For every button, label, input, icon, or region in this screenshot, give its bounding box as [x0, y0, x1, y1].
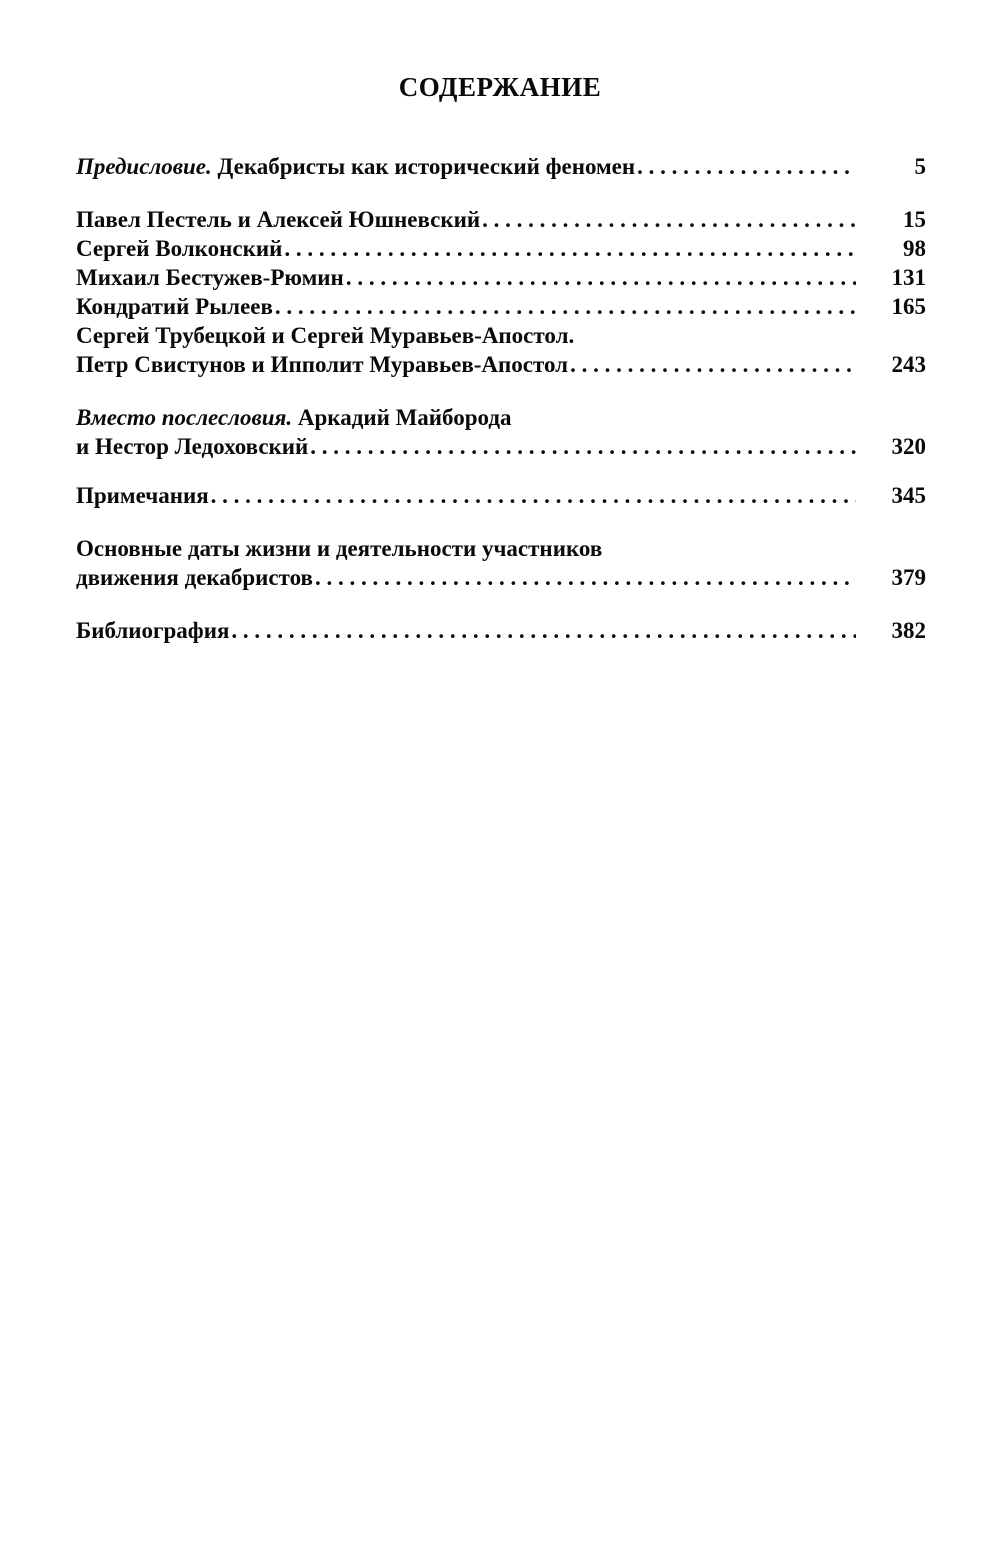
- entry-page-number: 243: [891, 352, 926, 377]
- entry-title: Павел Пестель и Алексей Юшневский: [76, 207, 481, 232]
- entry-page-number: 98: [903, 236, 926, 261]
- dot-leader: [211, 481, 856, 510]
- entry-page-number: 379: [891, 565, 926, 590]
- toc-entry-volkonsky: [76, 234, 926, 263]
- entry-title: Михаил Бестужев-Рюмин: [76, 265, 344, 290]
- entry-page-number: 382: [891, 618, 926, 643]
- toc-entry-notes: [76, 481, 926, 510]
- toc-entry-bibliography: [76, 616, 926, 645]
- toc-entry-pestel: [76, 205, 926, 234]
- dot-leader: [310, 432, 856, 461]
- entry-title: Примечания: [76, 483, 209, 508]
- entry-page-number: 131: [891, 265, 926, 290]
- entry-title-first-line: Сергей Трубецкой и Сергей Муравьев-Апостол.: [76, 323, 575, 348]
- entry-title: Кондратий Рылеев: [76, 294, 273, 319]
- dot-leader: [315, 563, 856, 592]
- entry-page-number: 15: [903, 207, 926, 232]
- toc-entry-dates: [76, 534, 926, 592]
- entry-title: Петр Свистунов и Ипполит Муравьев-Апостол: [76, 352, 569, 377]
- entry-title-first-line: Аркадий Майборода: [297, 405, 512, 430]
- dot-leader: [275, 292, 856, 321]
- toc-entry-preface: [76, 152, 926, 181]
- entry-page-number: 165: [891, 294, 926, 319]
- toc-entry-afterword: [76, 403, 926, 461]
- toc-entry-trubetskoy: [76, 321, 926, 379]
- dot-leader: [284, 234, 856, 263]
- dot-leader: [570, 350, 856, 379]
- dot-leader: [231, 616, 856, 645]
- entry-page-number: 320: [891, 434, 926, 459]
- entry-title: и Нестор Ледоховский: [76, 434, 309, 459]
- toc-entry-ryleev: [76, 292, 926, 321]
- dot-leader: [482, 205, 856, 234]
- entry-page-number: 345: [891, 483, 926, 508]
- entry-page-number: 5: [914, 154, 926, 179]
- entry-title: движения декабристов: [76, 565, 313, 590]
- table-of-contents: [76, 152, 926, 645]
- entry-title: Сергей Волконский: [76, 236, 283, 261]
- entry-title: Библиография: [76, 618, 230, 643]
- dot-leader: [637, 152, 856, 181]
- page-title: СОДЕРЖАНИЕ: [398, 72, 602, 102]
- dot-leader: [346, 263, 856, 292]
- entry-italic-prefix: Вместо послесловия.: [76, 405, 293, 430]
- entry-title: Декабристы как исторический феномен: [217, 154, 636, 179]
- entry-italic-prefix: Предисловие.: [76, 154, 212, 179]
- entry-title-first-line: Основные даты жизни и деятельности участников: [76, 536, 603, 561]
- toc-entry-bestuzhev: [76, 263, 926, 292]
